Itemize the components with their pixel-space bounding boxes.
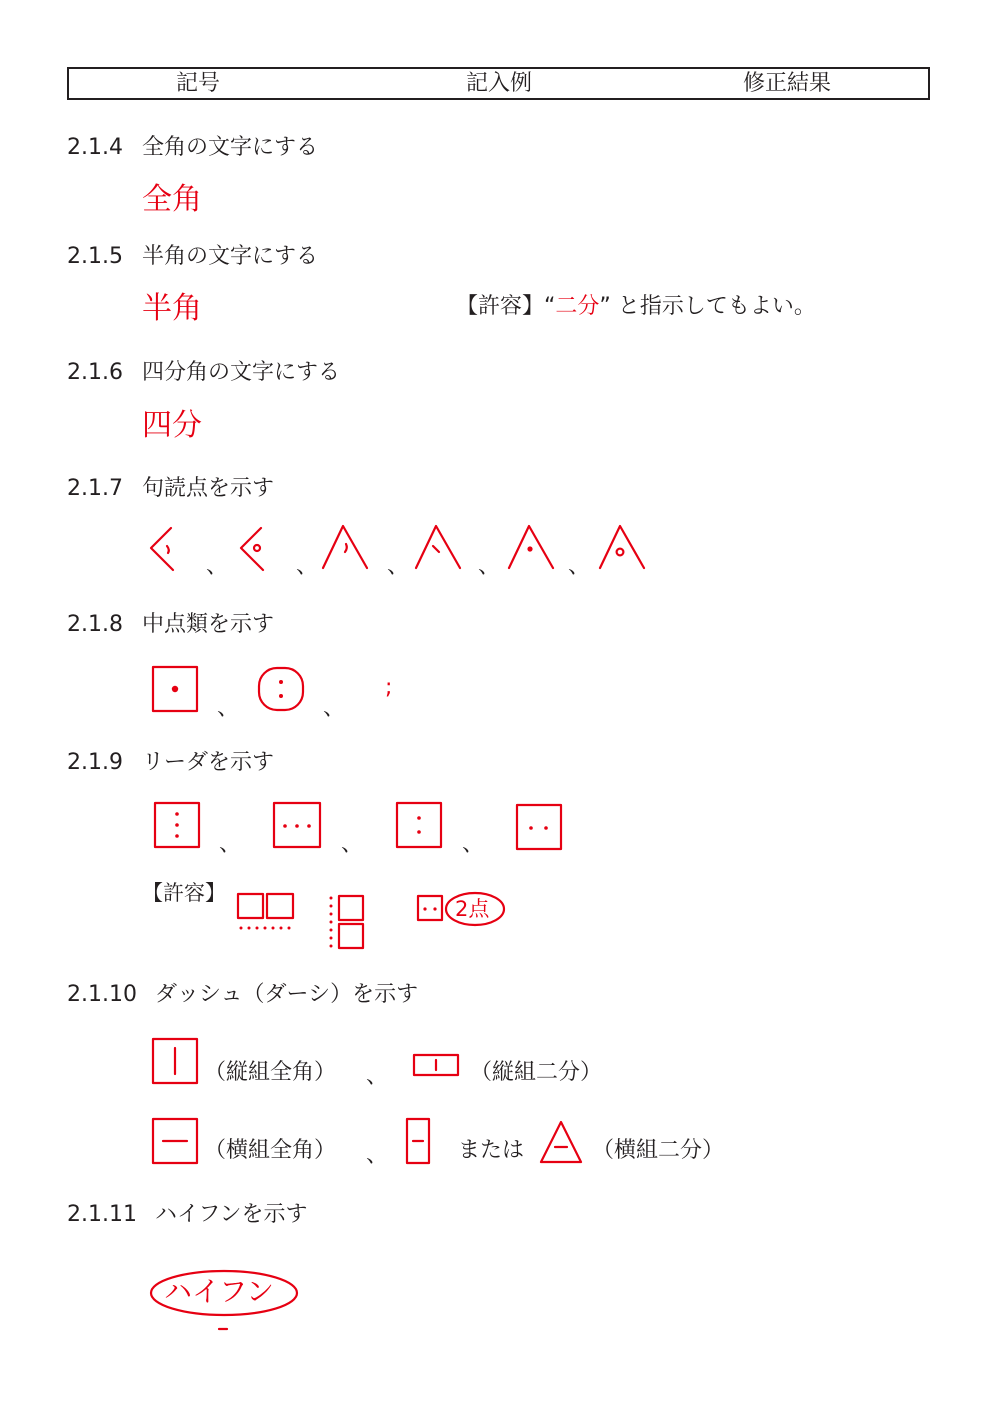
section-number-214: 2.1.4: [67, 135, 123, 160]
hyphen-example: ハイフン: [164, 1275, 275, 1308]
label-vertical-full: （縦組全角）: [204, 1060, 337, 1085]
wedge-comma-mark: [323, 526, 367, 568]
allowed-box-horizontal-1: [238, 894, 263, 918]
separator: 、: [323, 696, 346, 721]
separator: 、: [568, 554, 591, 579]
note-open: 【許容】“: [456, 294, 556, 319]
vertical-2dot-leader-mark: [397, 803, 441, 847]
section-title-2110: ダッシュ（ダーシ）を示す: [155, 982, 419, 1007]
section-title-219: リーダを示す: [142, 750, 275, 775]
allowed-label-219: 【許容】: [142, 881, 226, 905]
section-title-216: 四分角の文字にする: [142, 360, 341, 385]
section-title-214: 全角の文字にする: [142, 135, 319, 160]
header-result: 修正結果: [743, 71, 832, 96]
separator: 、: [462, 832, 485, 857]
period-circle: [254, 545, 260, 551]
label-horizontal-full: （横組全角）: [204, 1138, 337, 1163]
allowed-box-vertical-2: [339, 924, 363, 948]
section-number-215: 2.1.5: [67, 244, 123, 269]
example-hankaku: 半角: [142, 291, 202, 326]
header-symbol: 記号: [176, 71, 221, 96]
two-point-label: 2点: [455, 897, 490, 921]
allowance-note-215: [456, 292, 816, 322]
horizontal-half-dash-triangle-mark: [541, 1122, 581, 1162]
separator: 、: [366, 1143, 389, 1168]
nakaten-dot: [527, 546, 532, 551]
section-title-217: 句読点を示す: [142, 476, 275, 501]
separator: 、: [206, 554, 229, 579]
section-number-218: 2.1.8: [67, 612, 123, 637]
separator: 、: [219, 832, 242, 857]
section-number-2110: 2.1.10: [67, 982, 137, 1007]
nakaten-dot: [172, 686, 178, 692]
allowed-box-horizontal-2: [267, 894, 293, 918]
label-horizontal-half: （横組二分）: [592, 1138, 725, 1163]
label-or: または: [458, 1138, 525, 1163]
middle-dot-marks-row: [150, 664, 410, 716]
section-title-218: 中点類を示す: [142, 612, 275, 637]
section-number-217: 2.1.7: [67, 476, 123, 501]
note-close: ” と指示してもよい。: [599, 294, 816, 319]
colon-rounded-mark: [259, 668, 303, 710]
allowed-box-two-dot: [418, 896, 442, 920]
wedge-ten-mark: [416, 526, 460, 568]
comma-stroke: [167, 546, 169, 553]
horizontal-2dot-leader-mark: [517, 805, 561, 849]
example-zenkaku: 全角: [142, 182, 202, 217]
semicolon-mark: ;: [385, 675, 393, 700]
section-number-216: 2.1.6: [67, 360, 123, 385]
header-example: 記入例: [466, 71, 533, 96]
separator: 、: [341, 832, 364, 857]
separator: 、: [217, 696, 240, 721]
separator: 、: [296, 554, 319, 579]
section-number-219: 2.1.9: [67, 750, 123, 775]
separator: 、: [387, 554, 410, 579]
separator: 、: [366, 1064, 389, 1089]
wedge-period-mark: [600, 526, 644, 568]
section-title-2111: ハイフンを示す: [155, 1202, 308, 1227]
section-number-2111: 2.1.11: [67, 1202, 137, 1227]
note-nibun: 二分: [555, 294, 600, 319]
example-shibun: 四分: [142, 408, 202, 443]
separator: 、: [478, 554, 501, 579]
section-title-215: 半角の文字にする: [142, 244, 319, 269]
label-vertical-half: （縦組二分）: [470, 1060, 603, 1085]
allowed-box-vertical-1: [339, 896, 363, 920]
